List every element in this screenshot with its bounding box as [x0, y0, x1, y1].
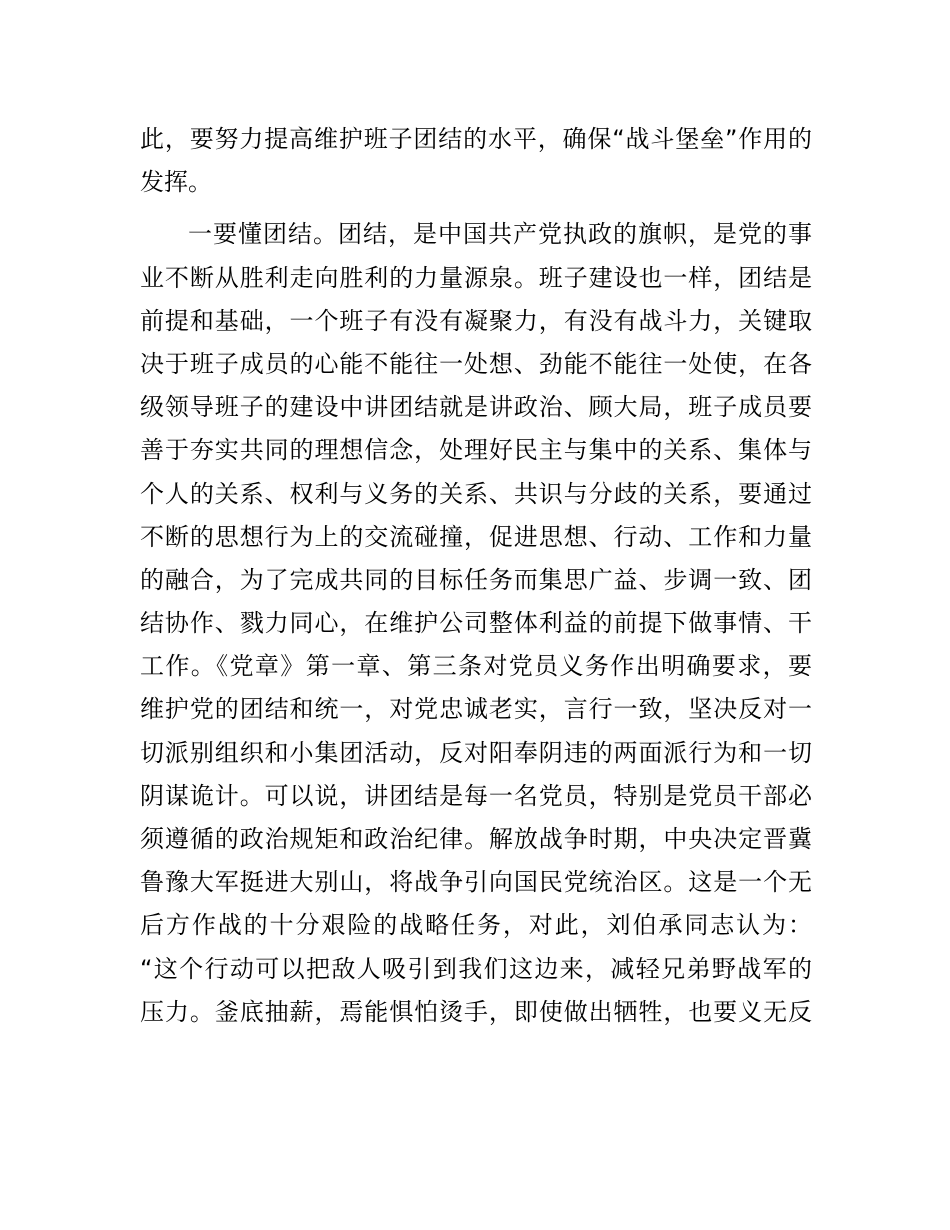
text-line: 工作。《党章》第一章、第三条对党员义务作出明确要求，要: [140, 652, 812, 681]
text-line: 善于夯实共同的理想信念，处理好民主与集中的关系、集体与: [140, 436, 812, 465]
text-line: 阴谋诡计。可以说，讲团结是每一名党员，特别是党员干部必: [140, 781, 812, 810]
text-line: 的融合，为了完成共同的目标任务而集思广益、步调一致、团: [140, 565, 812, 594]
text-line: 决于班子成员的心能不能往一处想、劲能不能往一处使，在各: [140, 349, 812, 378]
text-line: 不断的思想行为上的交流碰撞，促进思想、行动、工作和力量: [140, 522, 812, 551]
text-line: 业不断从胜利走向胜利的力量源泉。班子建设也一样，团结是: [140, 263, 812, 292]
text-line: 此，要努力提高维护班子团结的水平，确保“战斗堡垒”作用的: [140, 125, 812, 153]
text-line: “这个行动可以把敌人吸引到我们这边来，减轻兄弟野战军的: [140, 954, 812, 983]
text-line: 鲁豫大军挺进大别山，将战争引向国民党统治区。这是一个无: [140, 868, 812, 897]
text-line: 个人的关系、权利与义务的关系、共识与分歧的关系，要通过: [140, 479, 812, 508]
body-text: [140, 118, 812, 1034]
text-line: 一要懂团结。团结，是中国共产党执政的旗帜，是党的事: [188, 220, 812, 249]
paragraph: [140, 213, 812, 1034]
text-line: 级领导班子的建设中讲团结就是讲政治、顾大局，班子成员要: [140, 393, 812, 422]
text-line: 后方作战的十分艰险的战略任务，对此，刘伯承同志认为：: [140, 911, 812, 940]
paragraph: [140, 118, 812, 204]
text-line: 压力。釜底抽薪，焉能惧怕烫手，即使做出牺牲，也要义无反: [140, 997, 812, 1026]
text-line: 发挥。: [140, 168, 212, 197]
text-line: 切派别组织和小集团活动，反对阳奉阴违的两面派行为和一切: [140, 738, 812, 767]
text-line: 须遵循的政治规矩和政治纪律。解放战争时期，中央决定晋冀: [140, 825, 812, 853]
text-line: 结协作、戮力同心，在维护公司整体利益的前提下做事情、干: [140, 609, 812, 638]
text-line: 维护党的团结和统一，对党忠诚老实，言行一致，坚决反对一: [140, 695, 812, 724]
paragraph-spacing: [140, 204, 812, 213]
text-line: 前提和基础，一个班子有没有凝聚力，有没有战斗力，关键取: [140, 306, 812, 335]
